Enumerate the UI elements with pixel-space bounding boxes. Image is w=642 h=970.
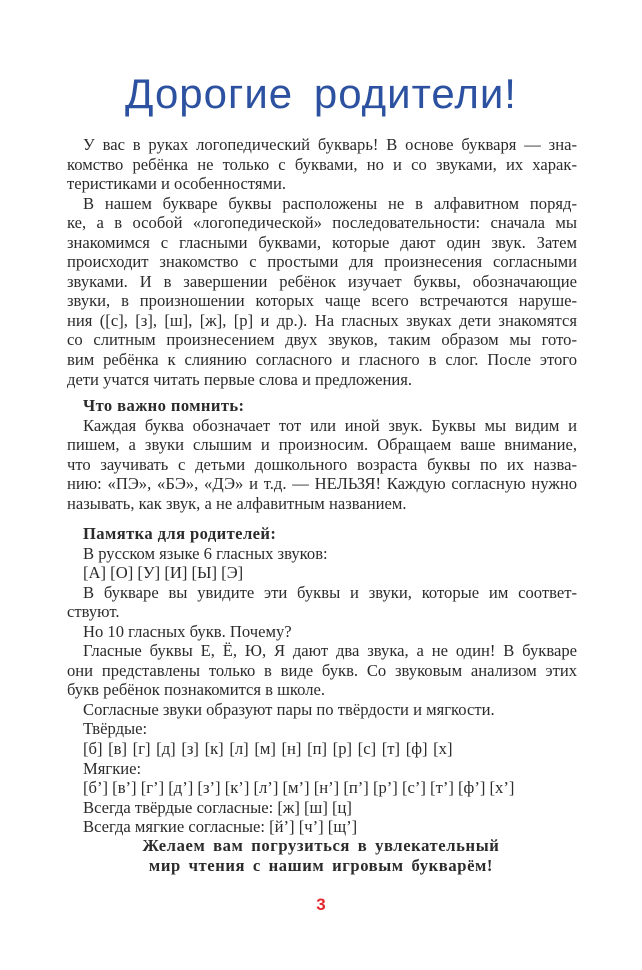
- page-title: Дорогие родители!: [125, 70, 517, 117]
- text-line: ке, а в особой «логопедической» последовательности: сначала мы: [67, 213, 577, 233]
- text-line: нию: «ПЭ», «БЭ», «ДЭ» и т.д. — НЕЛЬЗЯ! Каждую согласную нужно: [67, 474, 577, 494]
- text-line: [б’] [в’] [г’] [д’] [з’] [к’] [л’] [м’] [н’] [п’] [р’] [с’] [т’] [ф’] [х’]: [83, 778, 515, 798]
- closing-line: мир чтения с нашим игровым букварём!: [148, 856, 494, 875]
- text-line: Согласные звуки образуют пары по твёрдости и мягкости.: [83, 699, 495, 719]
- section-heading: Памятка для родителей:: [83, 524, 277, 543]
- text-line: звуками. И в завершении ребёнок изучает буквы, обозначающие: [67, 271, 577, 291]
- text-line: дети учатся читать первые слова и предложения.: [67, 369, 413, 389]
- parents-memo-section: [67, 524, 577, 837]
- text-line: букв ребёнок познакомится в школе.: [67, 680, 326, 700]
- text-line: звуки, в произношении которых чаще всего встречаются наруше-: [67, 291, 577, 311]
- text-line: [б] [в] [г] [д] [з] [к] [л] [м] [н] [п] [р] [с] [т] [ф] [х]: [83, 739, 453, 759]
- text-line: они представлены только в виде букв. Со звуковым анализом этих: [67, 660, 577, 680]
- text-line: происходит знакомство с простыми для произнесения согласными: [67, 252, 577, 272]
- text-line: У вас в руках логопедический букварь! В основе букваря — зна-: [83, 135, 577, 154]
- text-line: ствуют.: [67, 602, 120, 622]
- closing-message: [0, 836, 642, 876]
- text-line: Но 10 гласных букв. Почему?: [83, 621, 292, 641]
- text-line: В нашем букваре буквы расположены не в алфавитном поряд-: [83, 193, 577, 213]
- text-line: Твёрдые:: [83, 719, 148, 739]
- text-line: комство ребёнка не только с буквами, но и со звуками, их харак-: [67, 154, 577, 174]
- text-line: со слитным произнесением двух звуков, таким образом мы гото-: [67, 330, 577, 350]
- page-number: 3: [316, 895, 326, 914]
- text-line: вим ребёнка к слиянию согласного и гласного в слог. После этого: [67, 350, 577, 370]
- text-line: Всегда твёрдые согласные: [ж] [ш] [ц]: [83, 797, 352, 817]
- text-line: Мягкие:: [83, 758, 142, 778]
- text-line: Каждая буква обозначает тот или иной звук. Буквы мы видим и: [83, 415, 577, 435]
- text-line: В букваре вы увидите эти буквы и звуки, которые им соответ-: [83, 582, 577, 602]
- remember-section: [67, 396, 577, 513]
- text-line: что заучивать с детьми дошкольного возраста буквы по их назва-: [67, 454, 577, 474]
- closing-line: Желаем вам погрузиться в увлекательный: [142, 836, 500, 855]
- text-line: В русском языке 6 гласных звуков:: [83, 543, 328, 563]
- section-heading: Что важно помнить:: [83, 396, 245, 415]
- intro-section: [67, 135, 577, 389]
- text-line: ния ([с], [з], [ш], [ж], [р] и др.). На гласных звуках дети знакомятся: [67, 310, 577, 330]
- text-line: называть, как звук, а не алфавитным названием.: [67, 493, 407, 513]
- text-line: [А] [О] [У] [И] [Ы] [Э]: [83, 563, 244, 583]
- text-line: теристиками и особенностями.: [67, 174, 287, 194]
- text-line: знакомимся с гласными буквами, которые дают один звук. Затем: [67, 232, 577, 252]
- text-line: пишем, а звуки слышим и произносим. Обращаем ваше внимание,: [67, 435, 577, 455]
- text-line: Всегда мягкие согласные: [й’] [ч’] [щ’]: [83, 817, 358, 837]
- text-line: Гласные буквы Е, Ё, Ю, Я дают два звука, а не один! В букваре: [83, 641, 577, 661]
